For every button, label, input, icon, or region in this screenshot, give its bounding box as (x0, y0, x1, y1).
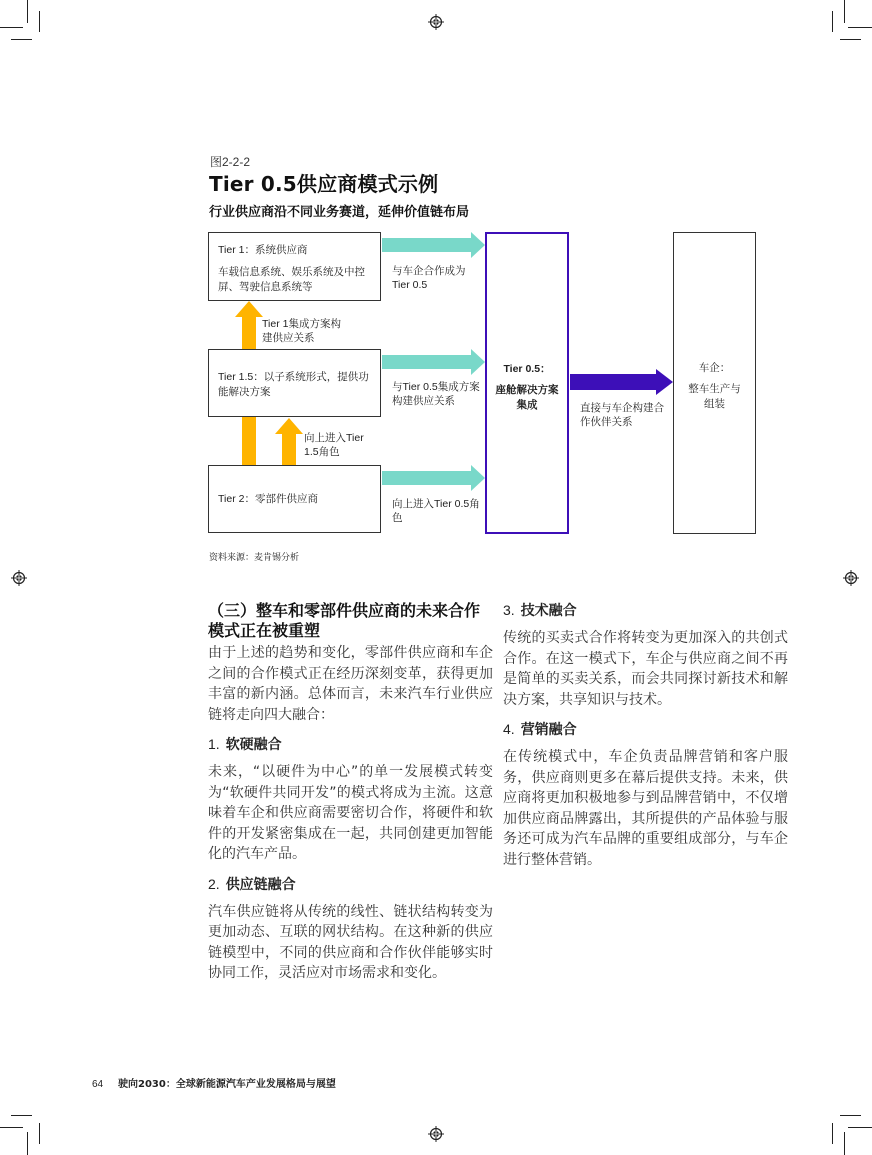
item-paragraph-3: 传统的买卖式合作将转变为更加深入的共创式合作。在这一模式下，车企与供应商之间不再是简单的买卖关系，而会共同探讨新技术和解决方案，共享知识与技术。 (503, 630, 788, 708)
tier1-desc: 车载信息系统、娱乐系统及中控屏、驾驶信息系统等 (218, 266, 365, 293)
label-tier2-to-tier15: 向上进入Tier 1.5角色 (304, 432, 364, 458)
registration-mark-bottom (428, 1126, 444, 1142)
registration-mark-right (843, 570, 859, 586)
tier05-name: 座舱解决方案集成 (495, 384, 559, 411)
body-left-column (208, 601, 493, 984)
body-right-column (503, 601, 788, 870)
tier05-title: Tier 0.5： (503, 363, 551, 375)
arrow-tier15-to-tier05 (382, 349, 485, 375)
item-heading-4: 4. 营销融合 (503, 721, 577, 738)
item-heading-2: 2. 供应链融合 (208, 875, 296, 893)
page-footer (92, 1075, 336, 1090)
oem-box (673, 232, 756, 534)
item-paragraph-2: 汽车供应链将从传统的线性、链状结构转变为更加动态、互联的网状结构。在这种新的供应链模型中，不同的供应商和合作伙伴能够实时协同工作，灵活应对市场需求和变化。 (208, 903, 493, 981)
label-tier05-to-oem: 直接与车企构建合作伙伴关系 (580, 402, 664, 428)
registration-mark-left (11, 570, 27, 586)
tier05-box (485, 232, 569, 534)
oem-title: 车企： (698, 362, 731, 374)
tier15-title: Tier 1.5：以子系统形式，提供功能解决方案 (218, 371, 369, 398)
tier1-title: Tier 1：系统供应商 (218, 244, 308, 256)
item-heading-1: 1. 软硬融合 (208, 736, 282, 753)
tier2-title: Tier 2：零部件供应商 (218, 493, 318, 505)
oem-desc: 整车生产与组装 (688, 383, 741, 410)
section-title: （三）整车和零部件供应商的未来合作模式正在被重塑 (208, 601, 481, 640)
item-paragraph-1: 未来，“以硬件为中心”的单一发展模式转变为“软硬件共同开发”的模式将成为主流。这意味着车企和供应商需要密切合作，将硬件和软件的开发紧密集成在一起，共同创建更加智能化的汽车产品。 (208, 764, 493, 862)
arrow-tier2-to-tier05 (382, 465, 485, 491)
publication-title: 驶向2030：全球新能源汽车产业发展格局与展望 (118, 1079, 336, 1090)
arrow-tier1-to-tier05 (382, 232, 485, 258)
tier15-box (208, 349, 381, 417)
figure-source: 资料来源：麦肯锡分析 (209, 553, 300, 563)
registration-mark-top (428, 14, 444, 30)
label-tier1-to-tier05: 与车企合作成为Tier 0.5 (392, 265, 466, 291)
label-tier15-to-tier05: 与Tier 0.5集成方案构建供应关系 (392, 381, 480, 407)
label-tier2-to-tier05: 向上进入Tier 0.5角色 (392, 498, 480, 524)
item-heading-3: 3. 技术融合 (503, 602, 577, 619)
intro-paragraph: 由于上述的趋势和变化，零部件供应商和车企之间的合作模式正在经历深刻变革，获得更加丰富的新内涵。总体而言，未来汽车行业供应链将走向四大融合： (208, 645, 493, 723)
tier2-box (208, 465, 381, 533)
tier1-box (208, 232, 381, 301)
item-paragraph-4: 在传统模式中，车企负责品牌营销和客户服务，供应商则更多在幕后提供支持。未来，供应商将更加积极地参与到品牌营销中，不仅增加供应商品牌露出，其所提供的产品体验与服务还可成为汽车品牌的重要组成部分，与车企进行整体营销。 (503, 749, 788, 868)
figure-subtitle: 行业供应商沿不同业务赛道，延伸价值链布局 (209, 205, 470, 220)
figure-label: 图2-2-2 (210, 155, 251, 169)
label-tier15-to-tier1: Tier 1集成方案构建供应关系 (262, 318, 341, 344)
page-number: 64 (92, 1079, 104, 1090)
figure-title: Tier 0.5供应商模式示例 (209, 172, 439, 196)
